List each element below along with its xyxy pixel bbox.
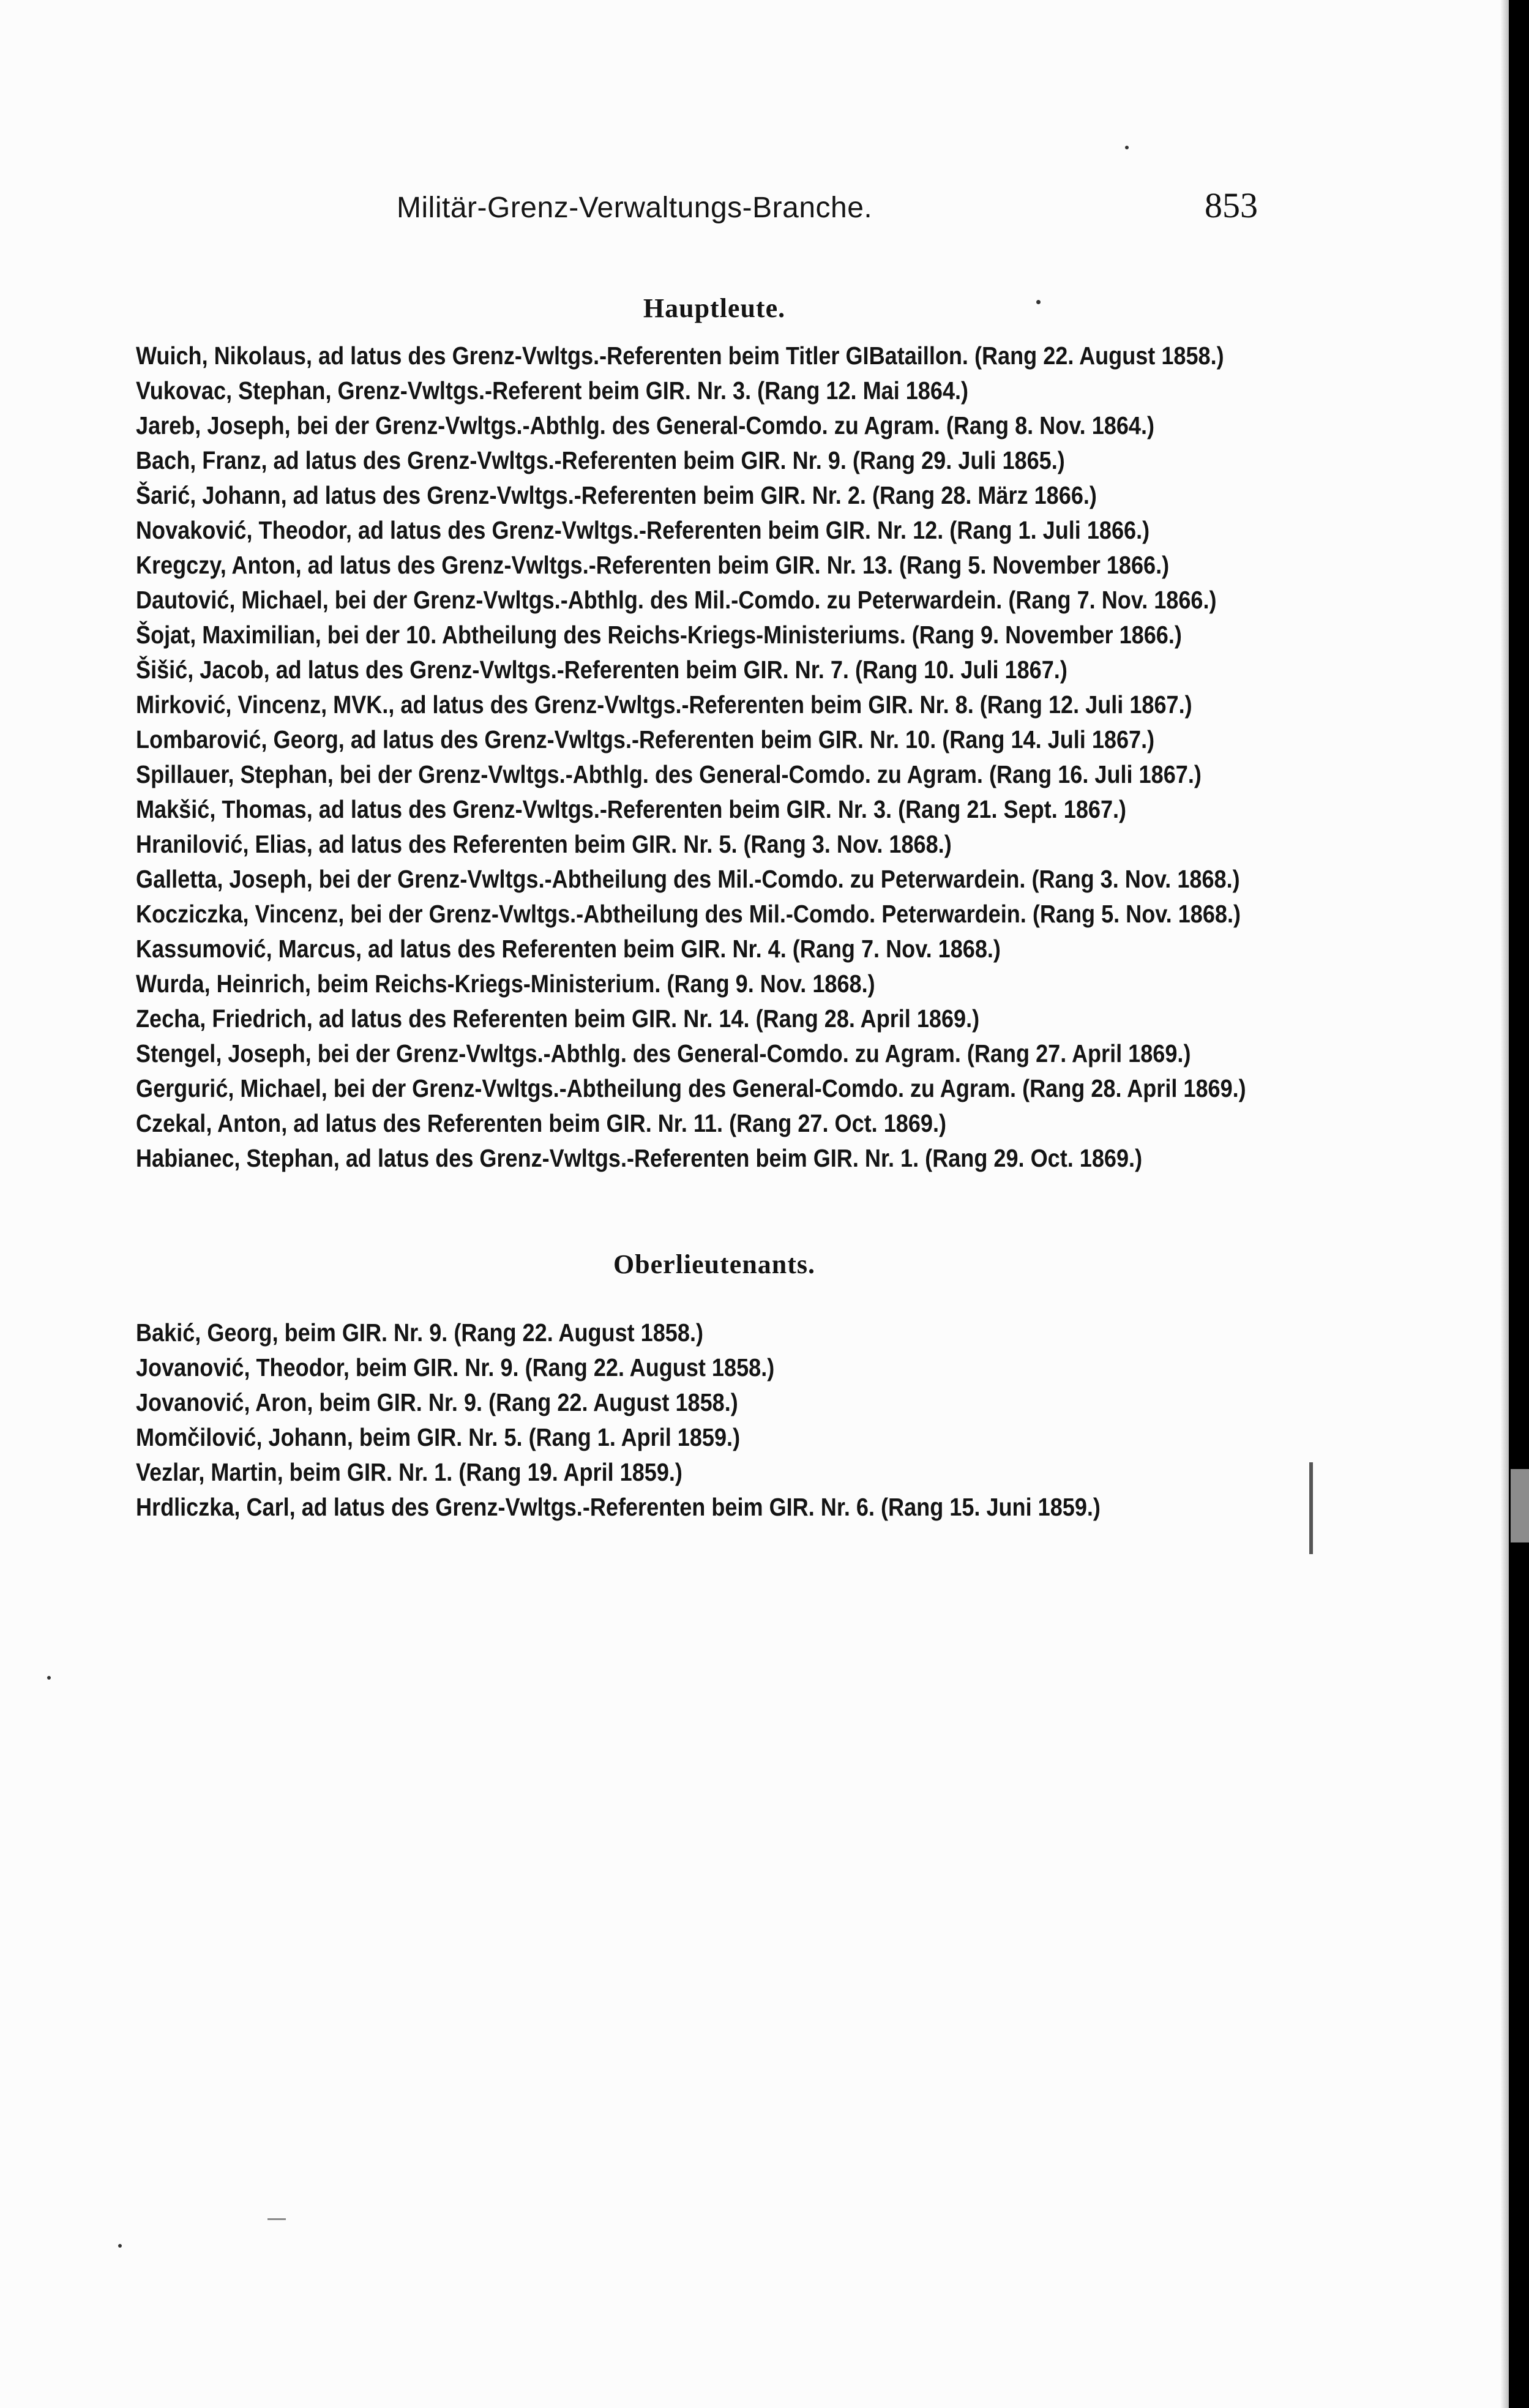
scan-speck [47,1676,51,1680]
list-item: Hranilović, Elias, ad latus des Referenten beim GIR. Nr. 5. (Rang 3. Nov. 1868.) [136,830,952,858]
page-number: 853 [1205,185,1258,225]
list-item: Stengel, Joseph, bei der Grenz-Vwltgs.-Abthlg. des General-Comdo. zu Agram. (Rang 27. April 1869.) [136,1039,1191,1068]
section-heading-hauptleute: Hauptleute. [643,293,786,323]
list-item: Novaković, Theodor, ad latus des Grenz-Vwltgs.-Referenten beim GIR. Nr. 12. (Rang 1. Juli 1866.) [136,516,1150,544]
list-item: Wurda, Heinrich, beim Reichs-Kriegs-Ministerium. (Rang 9. Nov. 1868.) [136,970,875,998]
scan-speck [1036,300,1041,304]
list-item: Czekal, Anton, ad latus des Referenten beim GIR. Nr. 11. (Rang 27. Oct. 1869.) [136,1109,947,1137]
list-item: Šarić, Johann, ad latus des Grenz-Vwltgs.-Referenten beim GIR. Nr. 2. (Rang 28. März 1866.) [136,481,1097,509]
list-item: Kregczy, Anton, ad latus des Grenz-Vwltgs.-Referenten beim GIR. Nr. 13. (Rang 5. November 1866.) [136,551,1170,579]
page-edge-shadow [1500,0,1509,2408]
list-item: Jareb, Joseph, bei der Grenz-Vwltgs.-Abthlg. des General-Comdo. zu Agram. (Rang 8. Nov. 1864.) [136,411,1155,439]
list-item: Zecha, Friedrich, ad latus des Referenten beim GIR. Nr. 14. (Rang 28. April 1869.) [136,1004,980,1033]
list-item: Kassumović, Marcus, ad latus des Referenten beim GIR. Nr. 4. (Rang 7. Nov. 1868.) [136,935,1001,963]
list-item: Galletta, Joseph, bei der Grenz-Vwltgs.-Abtheilung des Mil.-Comdo. zu Peterwardein. (Rang 3. Nov. 1868.) [136,865,1240,893]
list-item: Wuich, Nikolaus, ad latus des Grenz-Vwltgs.-Referenten beim Titler GIBataillon. (Rang 22. August 1858.) [136,342,1224,370]
list-item: Dautović, Michael, bei der Grenz-Vwltgs.-Abthlg. des Mil.-Comdo. zu Peterwardein. (Rang 7. Nov. 1866.) [136,586,1217,614]
list-item: Kocziczka, Vincenz, bei der Grenz-Vwltgs.-Abtheilung des Mil.-Comdo. Peterwardein. (Rang 5. Nov. 1868.) [136,900,1241,928]
list-item: Gergurić, Michael, bei der Grenz-Vwltgs.-Abtheilung des General-Comdo. zu Agram. (Rang 28. April 1869.) [136,1074,1246,1102]
list-item: Momčilović, Johann, beim GIR. Nr. 5. (Rang 1. April 1859.) [136,1423,741,1451]
list-item: Vezlar, Martin, beim GIR. Nr. 1. (Rang 19. April 1859.) [136,1458,682,1486]
list-item: Bakić, Georg, beim GIR. Nr. 9. (Rang 22. August 1858.) [136,1318,703,1347]
oberlieutenants-list [136,1315,1256,1524]
list-item: Jovanović, Theodor, beim GIR. Nr. 9. (Rang 22. August 1858.) [136,1353,775,1382]
scan-edge-strip [1511,1469,1529,1542]
list-item: Lombarović, Georg, ad latus des Grenz-Vwltgs.-Referenten beim GIR. Nr. 10. (Rang 14. Juli 1867.) [136,725,1155,753]
list-item: Vukovac, Stephan, Grenz-Vwltgs.-Referent beim GIR. Nr. 3. (Rang 12. Mai 1864.) [136,376,969,405]
scan-mark [267,2218,286,2220]
list-item: Spillauer, Stephan, bei der Grenz-Vwltgs.-Abthlg. des General-Comdo. zu Agram. (Rang 16. Juli 1867.) [136,760,1202,788]
list-item: Šišić, Jacob, ad latus des Grenz-Vwltgs.-Referenten beim GIR. Nr. 7. (Rang 10. Juli 1867.) [136,656,1067,684]
hauptleute-list [136,338,1256,1175]
list-item: Šojat, Maximilian, bei der 10. Abtheilung des Reichs-Kriegs-Ministeriums. (Rang 9. November 1866.) [136,621,1182,649]
list-item: Bach, Franz, ad latus des Grenz-Vwltgs.-Referenten beim GIR. Nr. 9. (Rang 29. Juli 1865.) [136,446,1065,474]
running-title: Militär-Grenz-Verwaltungs-Branche. [397,192,873,224]
scan-speck [118,2244,122,2248]
list-item: Habianec, Stephan, ad latus des Grenz-Vwltgs.-Referenten beim GIR. Nr. 1. (Rang 29. Oct. 1869.) [136,1144,1143,1172]
list-item: Makšić, Thomas, ad latus des Grenz-Vwltgs.-Referenten beim GIR. Nr. 3. (Rang 21. Sept. 1867.) [136,795,1127,823]
list-item: Jovanović, Aron, beim GIR. Nr. 9. (Rang 22. August 1858.) [136,1388,738,1416]
register-body [136,293,1256,1525]
section-heading-oberlieutenants: Oberlieutenants. [613,1249,816,1279]
running-head [0,184,1509,239]
scan-speck [1125,146,1129,149]
list-item: Mirković, Vincenz, MVK., ad latus des Grenz-Vwltgs.-Referenten beim GIR. Nr. 8. (Rang 12. Juli 1867.) [136,690,1192,719]
scan-bar [1309,1462,1313,1554]
list-item: Hrdliczka, Carl, ad latus des Grenz-Vwltgs.-Referenten beim GIR. Nr. 6. (Rang 15. Juni 1859.) [136,1493,1101,1521]
